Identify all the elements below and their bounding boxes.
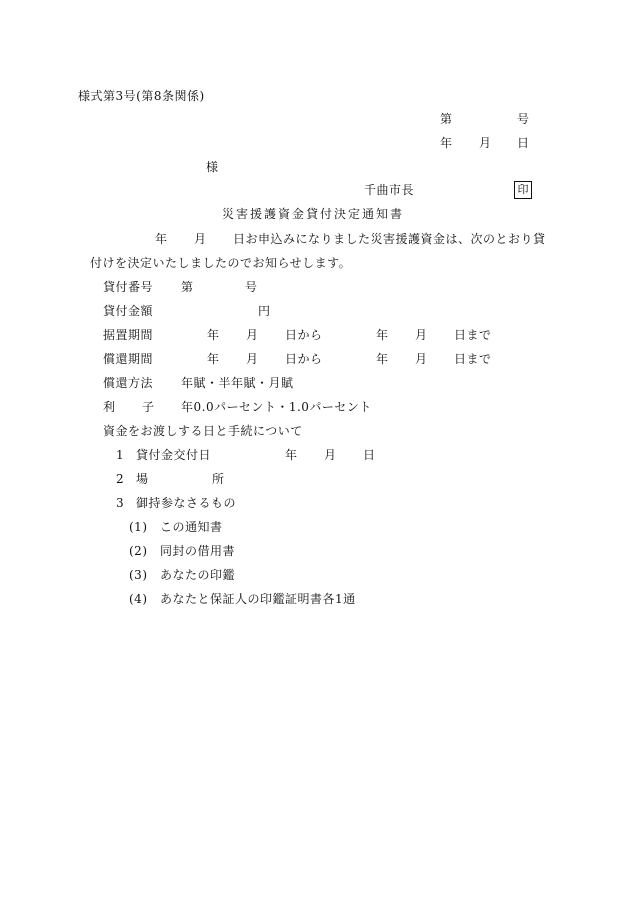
delivery-item1-label: 貸付金交付日: [136, 448, 212, 462]
delivery-heading: 資金をお渡しする日と手続について: [103, 424, 303, 438]
bring-item-text: あなたの印鑑: [160, 568, 236, 582]
loan-number-suffix: 号: [245, 280, 258, 294]
repayment-method-label: 償還方法: [103, 376, 154, 390]
repayment-period-label: 償還期間: [103, 352, 154, 366]
bring-item-num: (2): [129, 544, 148, 558]
repayment-month2: 月: [415, 352, 428, 366]
delivery-item1-year: 年: [285, 448, 298, 462]
delivery-item2-label-b: 所: [212, 472, 225, 486]
addressee-suffix: 様: [206, 160, 219, 174]
deferment-month: 月: [246, 328, 259, 342]
deferment-label: 据置期間: [103, 328, 154, 342]
bring-item-num: (3): [129, 568, 148, 582]
date-year: 年: [440, 136, 453, 150]
issuer-name: 千曲市長: [364, 183, 415, 197]
form-number: 様式第3号(第8条関係): [78, 89, 205, 103]
date-day: 日: [517, 136, 530, 150]
bring-item-text: 同封の借用書: [160, 544, 236, 558]
document-title: 災害援護資金貸付決定通知書: [222, 207, 405, 221]
interest-label-a: 利: [103, 400, 116, 414]
delivery-item2-num: 2: [116, 472, 125, 486]
intro-month: 月: [194, 232, 207, 246]
delivery-item2-label-a: 場: [136, 472, 149, 486]
deferment-year: 年: [207, 328, 220, 342]
deferment-month2: 月: [415, 328, 428, 342]
repayment-year2: 年: [376, 352, 389, 366]
deferment-year2: 年: [376, 328, 389, 342]
repayment-year: 年: [207, 352, 220, 366]
date-month: 月: [479, 136, 492, 150]
repayment-method-value: 年賦・半年賦・月賦: [181, 376, 294, 390]
repayment-until: 日まで: [454, 352, 492, 366]
delivery-item1-month: 月: [324, 448, 337, 462]
delivery-item3-num: 3: [116, 496, 125, 510]
bring-item-text: あなたと保証人の印鑑証明書各1通: [160, 592, 356, 606]
loan-amount-label: 貸付金額: [103, 304, 154, 318]
loan-number-prefix: 第: [181, 280, 194, 294]
intro-year: 年: [155, 232, 168, 246]
interest-label-b: 子: [142, 400, 155, 414]
bring-item-num: (4): [129, 592, 148, 606]
doc-number-prefix: 第: [440, 112, 453, 126]
delivery-item3-label: 御持参なさるもの: [136, 496, 237, 510]
intro-text-line1: 日お申込みになりました災害援護資金は、次のとおり貸: [233, 232, 546, 246]
bring-item-num: (1): [129, 520, 148, 534]
repayment-from: 日から: [285, 352, 323, 366]
intro-text-line2: 付けを決定いたしましたのでお知らせします。: [90, 256, 352, 270]
interest-value: 年0.0パーセント・1.0パーセント: [181, 400, 372, 414]
loan-number-label: 貸付番号: [103, 280, 154, 294]
doc-number-suffix: 号: [517, 112, 530, 126]
deferment-from: 日から: [285, 328, 323, 342]
repayment-month: 月: [246, 352, 259, 366]
delivery-item1-num: 1: [116, 448, 125, 462]
seal-mark: 印: [514, 181, 532, 199]
loan-amount-unit: 円: [258, 304, 271, 318]
deferment-until: 日まで: [454, 328, 492, 342]
bring-item-text: この通知書: [160, 520, 223, 534]
delivery-item1-day: 日: [363, 448, 376, 462]
